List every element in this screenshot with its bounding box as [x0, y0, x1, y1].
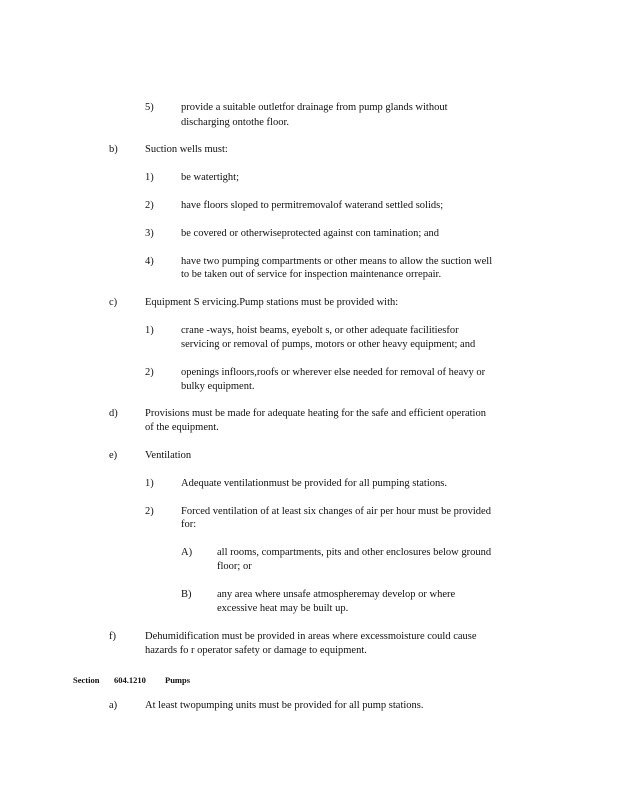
- item-text: for:: [181, 519, 197, 530]
- list-marker: A): [181, 547, 193, 558]
- paragraph-text: Provisions must be made for adequate heating for the safe and efficient operation: [145, 408, 486, 419]
- paragraph-text: of the equipment.: [145, 422, 219, 433]
- item-text: openings infloors,roofs or wherever else needed for removal of heavy or: [181, 367, 486, 378]
- section-title: Pumps: [165, 675, 191, 685]
- item-text: excessive heat may be built up.: [217, 603, 349, 614]
- list-marker: 5): [145, 102, 154, 113]
- list-marker: 1): [145, 478, 154, 489]
- subsection-heading: Suction wells must:: [145, 144, 228, 155]
- subsection-heading: Ventilation: [145, 450, 192, 461]
- list-marker: 4): [145, 256, 154, 267]
- item-text: be covered or otherwiseprotected against con tamination; and: [181, 228, 440, 239]
- item-text: have floors sloped to permitremovalof waterand settled solids;: [181, 200, 444, 211]
- list-marker: d): [109, 408, 118, 419]
- section-number: 604.1210: [114, 675, 146, 685]
- list-marker: 2): [145, 506, 154, 517]
- list-marker: e): [109, 450, 118, 461]
- item-text: discharging ontothe floor.: [181, 117, 289, 128]
- item-text: At least twopumping units must be provided for all pump stations.: [145, 700, 424, 711]
- item-text: all rooms, compartments, pits and other enclosures below ground: [217, 547, 492, 558]
- item-text: Forced ventilation of at least six changes of air per hour must be provided: [181, 506, 491, 517]
- paragraph-text: hazards fo r operator safety or damage to equipment.: [145, 645, 367, 656]
- item-text: to be taken out of service for inspection maintenance orrepair.: [181, 269, 442, 280]
- paragraph-text: Dehumidification must be provided in areas where excessmoisture could cause: [145, 631, 477, 642]
- item-text: provide a suitable outletfor drainage from pump glands without: [181, 102, 448, 113]
- item-text: crane -ways, hoist beams, eyebolt s, or other adequate facilitiesfor: [181, 325, 459, 336]
- item-text: have two pumping compartments or other means to allow the suction well: [181, 256, 493, 267]
- item-text: any area where unsafe atmospheremay develop or where: [217, 589, 456, 600]
- list-marker: c): [109, 297, 118, 308]
- list-marker: b): [109, 144, 118, 155]
- item-text: floor; or: [217, 561, 252, 572]
- item-text: Adequate ventilationmust be provided for all pumping stations.: [181, 478, 447, 489]
- list-marker: 3): [145, 228, 154, 239]
- list-marker: a): [109, 700, 118, 711]
- list-marker: 1): [145, 325, 154, 336]
- list-marker: B): [181, 589, 192, 600]
- item-text: servicing or removal of pumps, motors or other heavy equipment; and: [181, 339, 476, 350]
- subsection-heading: Equipment S ervicing.Pump stations must be provided with:: [145, 297, 399, 308]
- section-label: Section: [73, 675, 100, 685]
- list-marker: 2): [145, 200, 154, 211]
- item-text: bulky equipment.: [181, 381, 255, 392]
- item-text: be watertight;: [181, 172, 240, 183]
- list-marker: 2): [145, 367, 154, 378]
- list-marker: 1): [145, 172, 154, 183]
- list-marker: f): [109, 631, 116, 642]
